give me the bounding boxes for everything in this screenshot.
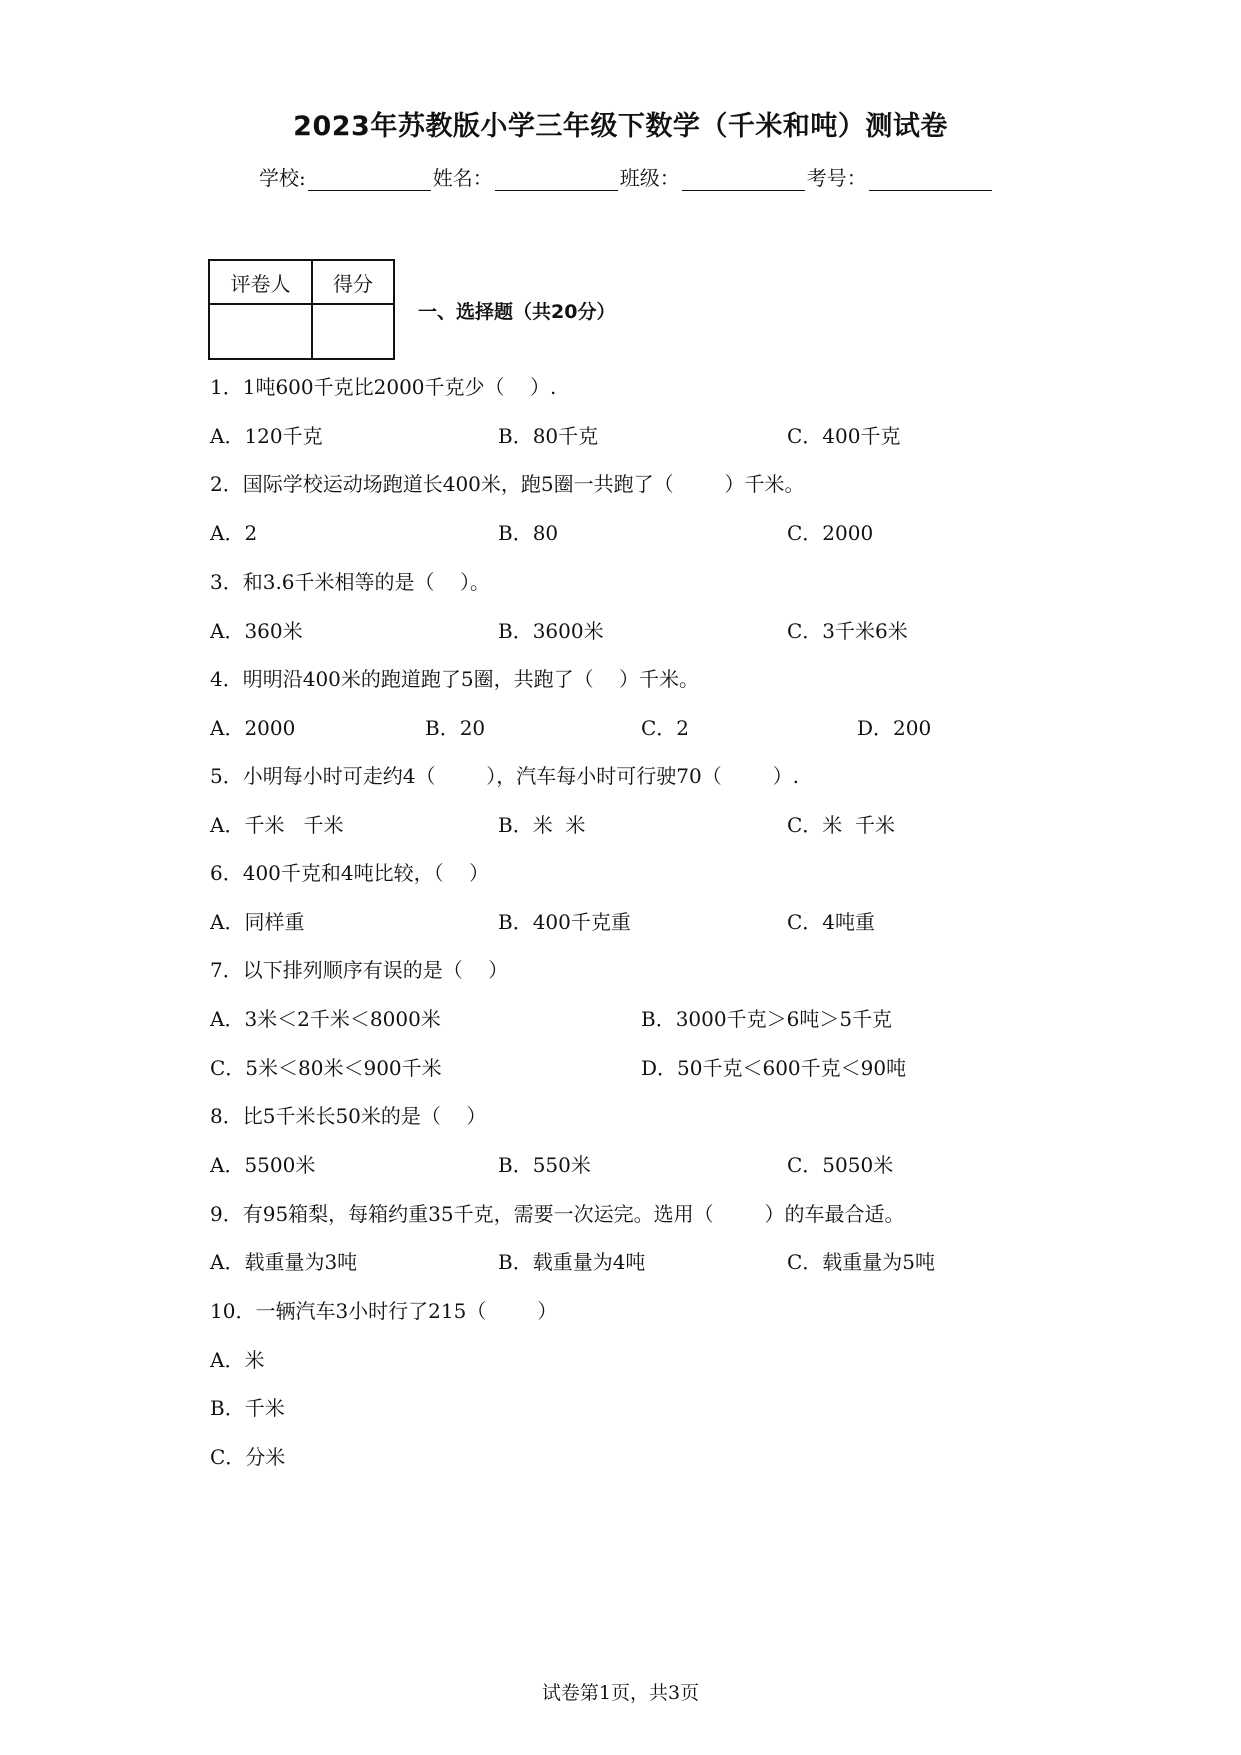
question-2-option-a: A．2: [210, 521, 258, 545]
question-4-option-c: C．2: [641, 716, 690, 740]
section-title: 一、选择题（共20分）: [418, 301, 616, 323]
question-7-option-c: C．5米＜80米＜900千米: [210, 1056, 442, 1080]
question-5-option-b: B．米 米: [498, 813, 586, 837]
student-info-row: [259, 162, 994, 191]
question-6-stem: 6．400千克和4吨比较，（ ）: [210, 861, 490, 885]
question-8-option-c: C．5050米: [787, 1153, 894, 1177]
question-3-option-b: B．3600米: [498, 619, 604, 643]
question-4-option-d: D．200: [857, 716, 932, 740]
question-8-option-b: B．550米: [498, 1153, 591, 1177]
question-5-stem: 5．小明每小时可走约4（ ），汽车每小时可行驶70（ ）.: [210, 764, 799, 788]
name-blank: [495, 170, 618, 191]
page-footer: 试卷第1页，共3页: [541, 1682, 700, 1704]
question-9-option-b: B．载重量为4吨: [498, 1250, 646, 1274]
question-7-stem: 7．以下排列顺序有误的是（ ）: [210, 958, 509, 982]
question-9-stem: 9．有95箱梨，每箱约重35千克，需要一次运完。选用（ ）的车最合适。: [210, 1202, 905, 1226]
grader-header: 评卷人: [209, 260, 312, 304]
exam-no-blank: [869, 170, 992, 191]
name-label: 姓名：: [432, 166, 493, 190]
score-header: 得分: [312, 260, 394, 304]
question-10-option-c: C．分米: [210, 1445, 286, 1469]
question-7-option-d: D．50千克＜600千克＜90吨: [641, 1056, 907, 1080]
question-1-option-b: B．80千克: [498, 424, 599, 448]
exam-no-label: 考号：: [806, 166, 867, 190]
question-4-option-b: B．20: [425, 716, 486, 740]
question-6-option-a: A．同样重: [210, 910, 305, 934]
question-2-option-b: B．80: [498, 521, 559, 545]
score-cell: [312, 304, 394, 359]
question-5-option-c: C．米 千米: [787, 813, 896, 837]
question-1-stem: 1．1吨600千克比2000千克少（ ）.: [210, 375, 557, 399]
question-10-stem: 10．一辆汽车3小时行了215（ ）: [210, 1299, 558, 1323]
question-2-option-c: C．2000: [787, 521, 874, 545]
question-4-stem: 4．明明沿400米的跑道跑了5圈，共跑了（ ）千米。: [210, 667, 700, 691]
question-7-option-b: B．3000千克＞6吨＞5千克: [641, 1007, 893, 1031]
question-3-stem: 3．和3.6千米相等的是（ ）。: [210, 570, 490, 594]
question-1-option-c: C．400千克: [787, 424, 901, 448]
page-title: 2023年苏教版小学三年级下数学（千米和吨）测试卷: [293, 111, 948, 142]
question-4-option-a: A．2000: [210, 716, 296, 740]
question-10-option-b: B．千米: [210, 1396, 285, 1420]
question-9-option-c: C．载重量为5吨: [787, 1250, 936, 1274]
class-blank: [682, 170, 805, 191]
question-10-option-a: A．米: [210, 1348, 265, 1372]
class-label: 班级：: [619, 166, 680, 190]
question-7-option-a: A．3米＜2千米＜8000米: [210, 1007, 441, 1031]
question-9-option-a: A．载重量为3吨: [210, 1250, 358, 1274]
question-6-option-c: C．4吨重: [787, 910, 876, 934]
school-label: 学校:: [259, 166, 306, 190]
question-8-stem: 8．比5千米长50米的是（ ）: [210, 1104, 487, 1128]
question-2-stem: 2．国际学校运动场跑道长400米，跑5圈一共跑了（ ）千米。: [210, 472, 805, 496]
question-5-option-a: A．千米 千米: [210, 813, 344, 837]
question-3-option-a: A．360米: [210, 619, 303, 643]
question-8-option-a: A．5500米: [210, 1153, 316, 1177]
grader-table: [208, 259, 395, 360]
grader-cell: [209, 304, 312, 359]
question-6-option-b: B．400千克重: [498, 910, 631, 934]
school-blank: [308, 170, 431, 191]
question-1-option-a: A．120千克: [210, 424, 323, 448]
question-3-option-c: C．3千米6米: [787, 619, 908, 643]
